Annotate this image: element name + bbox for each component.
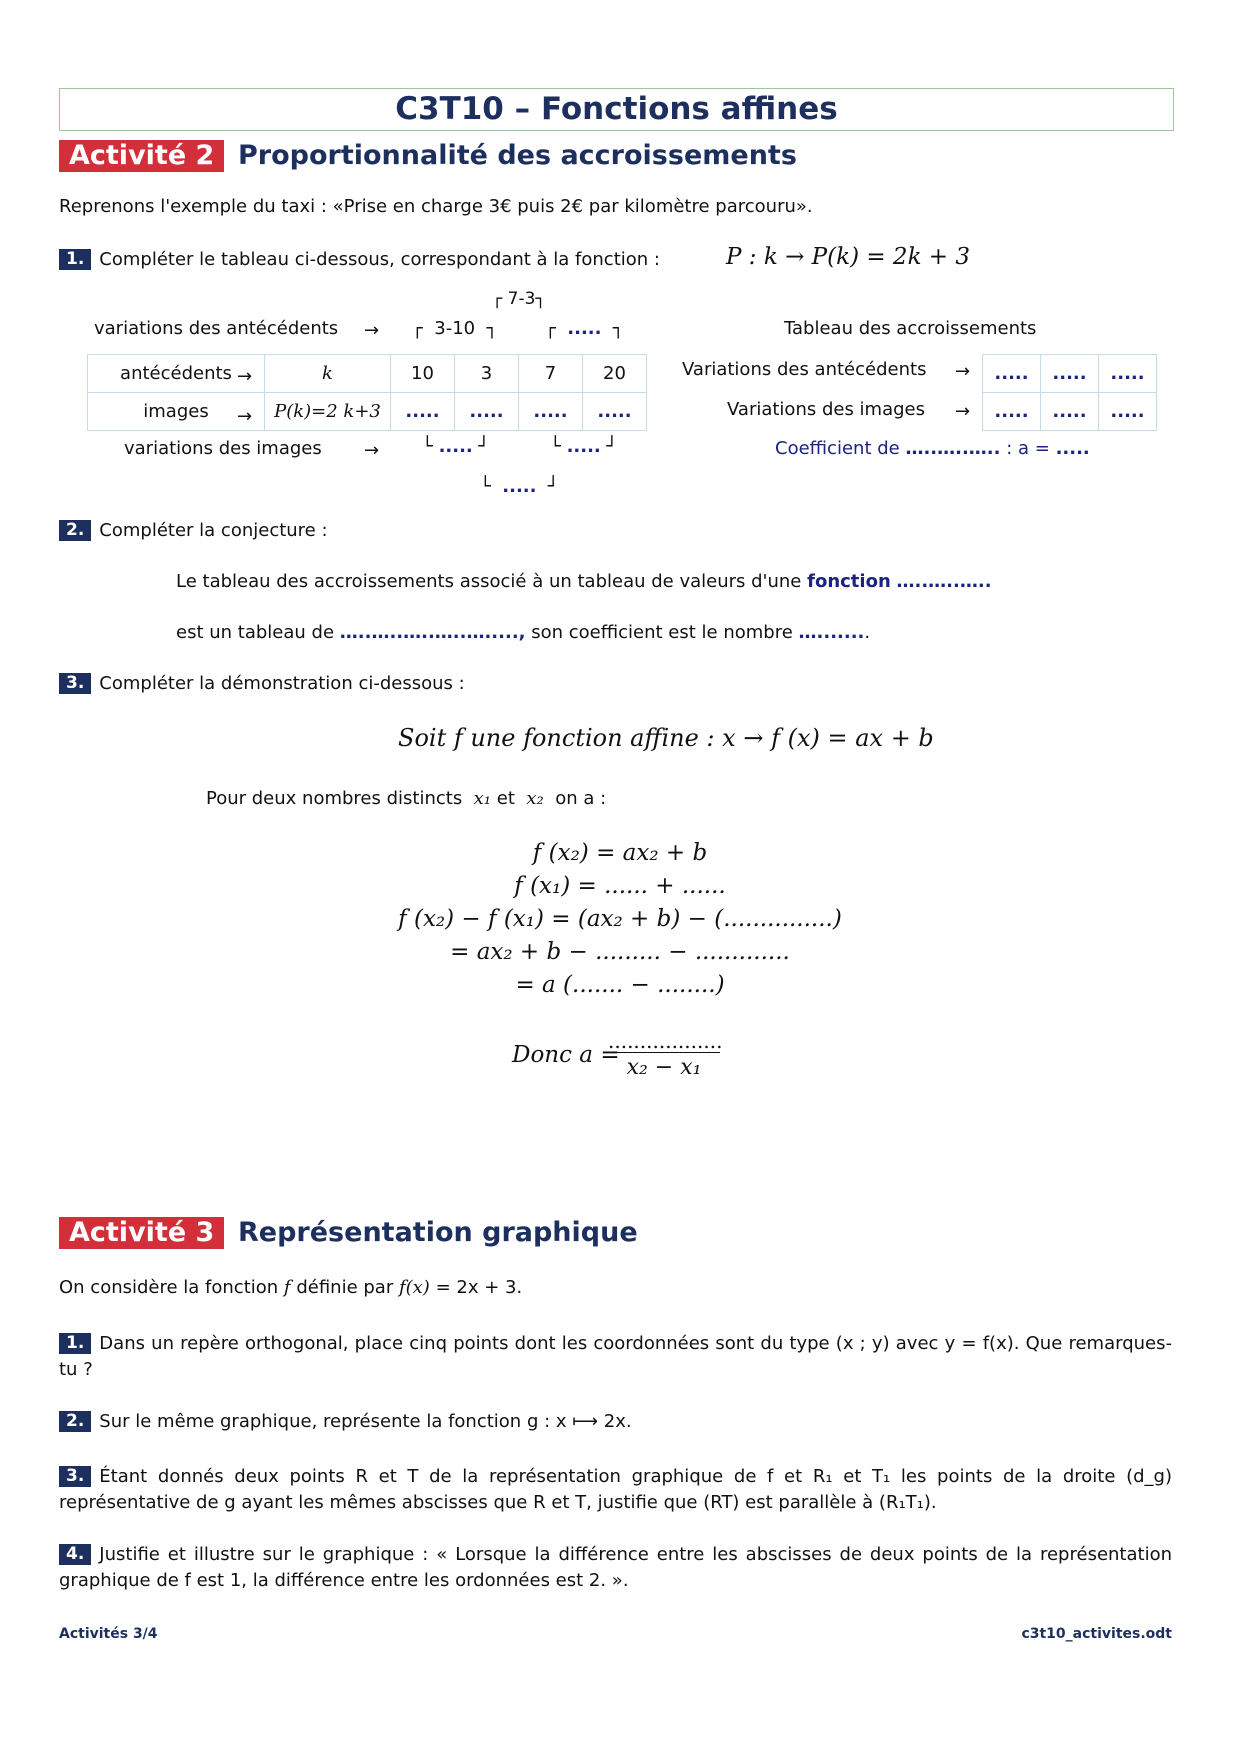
brace-top-b: ┌ ..... ┐	[545, 318, 624, 339]
table-row	[983, 355, 1157, 393]
fraction	[608, 1029, 723, 1083]
pour-deux-line: Pour deux nombres distincts x₁ et x₂ on a :	[206, 788, 607, 809]
accr-cell[interactable]: .....	[1099, 393, 1157, 431]
arrow-icon: →	[364, 320, 380, 341]
antecedent-cell: 7	[519, 355, 583, 393]
activity-3-tag: Activité 3	[59, 1217, 224, 1249]
accroissements-title: Tableau des accroissements	[784, 318, 1037, 339]
a3-q1: 1. Dans un repère orthogonal, place cinq points dont les coordonnées sont du type (x ; y) avec y = f(x). Que remarques-tu ?	[59, 1333, 1172, 1380]
fraction-numerator: ..................	[608, 1029, 723, 1053]
conjecture-line-1: Le tableau des accroissements associé à un tableau de valeurs d'une fonction …..…..…..	[176, 571, 992, 592]
equation-1: f (x₂) = ax₂ + b	[532, 840, 708, 866]
a3-q2: 2. Sur le même graphique, représente la fonction g : x ⟼ 2x.	[59, 1409, 1172, 1435]
brace-bottom-a: └ ..... ┘	[422, 436, 490, 457]
brace-top-a: ┌ 3-10 ┐	[412, 318, 498, 339]
accr-cell[interactable]: .....	[1099, 355, 1157, 393]
q3-line	[59, 673, 465, 694]
equation-4: = ax₂ + b − ......... − .............	[450, 939, 790, 965]
brace-bottom-outer: └ ..... ┘	[480, 476, 559, 497]
table-row	[88, 393, 647, 431]
antecedent-cell: 10	[391, 355, 455, 393]
q2-number: 2.	[59, 520, 91, 541]
image-cell[interactable]: .....	[455, 393, 519, 431]
equation-2: f (x₁) = ...... + ......	[514, 873, 726, 899]
equation-5: = a (....... − ........)	[515, 972, 725, 998]
image-cell[interactable]: .....	[391, 393, 455, 431]
fraction-denominator: x₂ − x₁	[626, 1055, 702, 1080]
activity-3-intro: On considère la fonction f définie par f(x) = 2x + 3.	[59, 1277, 523, 1298]
arrow-icon: →	[955, 401, 971, 422]
row-variations-images-label: variations des images	[124, 438, 322, 459]
image-cell[interactable]: .....	[583, 393, 647, 431]
q3-number: 3.	[59, 673, 91, 694]
antecedent-cell: 20	[583, 355, 647, 393]
right-row1-label: Variations des antécédents	[682, 359, 927, 380]
images-label: images	[88, 393, 265, 431]
antecedent-cell: 3	[455, 355, 519, 393]
accr-cell[interactable]: .....	[1041, 355, 1099, 393]
accr-cell[interactable]: .....	[983, 355, 1041, 393]
activity-3-title: Représentation graphique	[238, 1217, 638, 1248]
q2-line	[59, 520, 328, 541]
right-row2-label: Variations des images	[727, 399, 925, 420]
brace-bottom-b: └ ..... ┘	[550, 436, 618, 457]
activity-2-tag: Activité 2	[59, 140, 224, 172]
a3-q4: 4. Justifie et illustre sur le graphique : « Lorsque la différence entre les abscisses de deux points de la représentation graphique de f est 1, la différence entre les ordonnées est 2. ».	[59, 1544, 1172, 1591]
pk-label: P(k)=2 k+3	[265, 393, 391, 431]
accr-cell[interactable]: .....	[1041, 393, 1099, 431]
arrow-icon: →	[237, 406, 253, 427]
q1-text: Compléter le tableau ci-dessous, correspondant à la fonction :	[99, 249, 660, 270]
accr-cell[interactable]: .....	[983, 393, 1041, 431]
activity-2-title: Proportionnalité des accroissements	[238, 140, 797, 171]
image-cell[interactable]: .....	[519, 393, 583, 431]
a3-q3: 3. Étant donnés deux points R et T de la représentation graphique de f et R₁ et T₁ les points de la droite (d_g) représentative de g ayant les mêmes abscisses que R et T, justifie que (RT) est parallèle à (R₁T₁).	[59, 1466, 1172, 1513]
table-row	[88, 355, 647, 393]
footer-right: c3t10_activites.odt	[1021, 1626, 1172, 1642]
arrow-icon: →	[364, 440, 380, 461]
q1-number: 1.	[59, 249, 91, 270]
donc-label: Donc a =	[512, 1042, 620, 1068]
arrow-icon: →	[237, 366, 253, 387]
function-definition: Soit f une fonction affine : x → f (x) = ax + b	[398, 724, 934, 752]
coefficient-line: Coefficient de …..…..….. : a = .....	[775, 438, 1090, 459]
activity-2-intro: Reprenons l'exemple du taxi : «Prise en charge 3€ puis 2€ par kilomètre parcouru».	[59, 196, 813, 217]
arrow-icon: →	[955, 361, 971, 382]
q1-formula: P : k → P(k) = 2k + 3	[726, 244, 971, 270]
table-row	[983, 393, 1157, 431]
footer-left: Activités 3/4	[59, 1626, 158, 1642]
equation-3: f (x₂) − f (x₁) = (ax₂ + b) − (...............)	[398, 906, 842, 932]
q3-text: Compléter la démonstration ci-dessous :	[99, 673, 465, 694]
accroissements-table	[982, 354, 1157, 431]
antecedents-label: antécédents	[88, 355, 265, 393]
q2-text: Compléter la conjecture :	[99, 520, 328, 541]
page-title: C3T10 – Fonctions affines	[59, 88, 1174, 131]
conjecture-line-2: est un tableau de …..…..…..…..…....., son coefficient est le nombre …........	[176, 622, 871, 643]
brace-top-outer: ┌ 7-3┐	[492, 289, 546, 309]
k-label: k	[265, 355, 391, 393]
values-table	[87, 354, 647, 431]
q1-line	[59, 249, 660, 270]
row-variations-antecedents-label: variations des antécédents	[94, 318, 339, 339]
